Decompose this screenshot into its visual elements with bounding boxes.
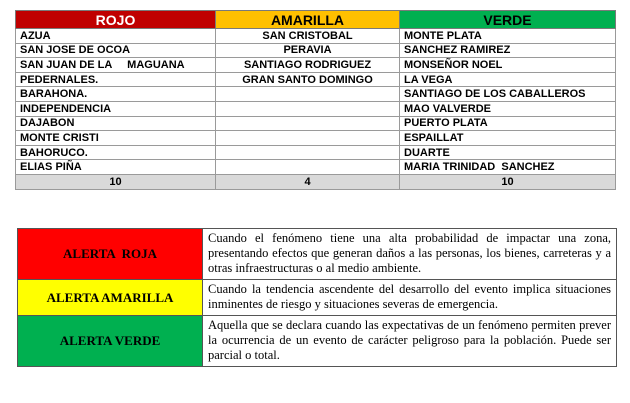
cell-rojo: BARAHONA. xyxy=(16,87,216,102)
cell-verde: SANCHEZ RAMIREZ xyxy=(400,43,616,58)
cell-verde: MARIA TRINIDAD SANCHEZ xyxy=(400,160,616,175)
cell-rojo: BAHORUCO. xyxy=(16,145,216,160)
province-table-header-row xyxy=(16,11,616,29)
table-row xyxy=(16,116,616,131)
cell-verde: ESPAILLAT xyxy=(400,131,616,146)
cell-amarilla: GRAN SANTO DOMINGO xyxy=(216,72,400,87)
alert-row-amarilla xyxy=(18,280,617,316)
table-row xyxy=(16,131,616,146)
alert-definitions-table xyxy=(17,228,617,367)
totals-row xyxy=(16,174,616,189)
table-row xyxy=(16,87,616,102)
cell-amarilla: SANTIAGO RODRIGUEZ xyxy=(216,58,400,73)
alert-description-verde: Aquella que se declara cuando las expectativas de un fenómeno permiten prever la ocurrencia de un evento de carácter peligroso para la población. Puede ser parcial o total. xyxy=(203,316,617,367)
table-row xyxy=(16,160,616,175)
cell-rojo: AZUA xyxy=(16,29,216,44)
table-row xyxy=(16,145,616,160)
header-verde: VERDE xyxy=(400,11,616,29)
table-row xyxy=(16,72,616,87)
cell-amarilla xyxy=(216,131,400,146)
cell-verde: SANTIAGO DE LOS CABALLEROS xyxy=(400,87,616,102)
alert-description-amarilla: Cuando la tendencia ascendente del desarrollo del evento implica situaciones inminentes de riesgo y situaciones severas de emergencia. xyxy=(203,280,617,316)
cell-verde: PUERTO PLATA xyxy=(400,116,616,131)
cell-amarilla xyxy=(216,101,400,116)
total-verde: 10 xyxy=(400,174,616,189)
cell-rojo: INDEPENDENCIA xyxy=(16,101,216,116)
cell-amarilla xyxy=(216,160,400,175)
cell-rojo: DAJABON xyxy=(16,116,216,131)
province-alert-table xyxy=(15,10,616,190)
cell-verde: LA VEGA xyxy=(400,72,616,87)
cell-amarilla xyxy=(216,145,400,160)
table-row xyxy=(16,58,616,73)
alert-row-verde xyxy=(18,316,617,367)
cell-amarilla: PERAVIA xyxy=(216,43,400,58)
alert-level-roja: ALERTA ROJA xyxy=(18,229,203,280)
table-row xyxy=(16,43,616,58)
cell-rojo: ELIAS PIÑA xyxy=(16,160,216,175)
cell-verde: MONTE PLATA xyxy=(400,29,616,44)
header-rojo: ROJO xyxy=(16,11,216,29)
cell-verde: MAO VALVERDE xyxy=(400,101,616,116)
cell-amarilla xyxy=(216,116,400,131)
total-amarilla: 4 xyxy=(216,174,400,189)
alert-level-verde: ALERTA VERDE xyxy=(18,316,203,367)
alert-row-roja xyxy=(18,229,617,280)
cell-verde: DUARTE xyxy=(400,145,616,160)
total-rojo: 10 xyxy=(16,174,216,189)
table-row xyxy=(16,101,616,116)
alert-description-roja: Cuando el fenómeno tiene una alta probabilidad de impactar una zona, presentando efectos que generan daños a las personas, los bienes, carreteras y a otras infraestructuras o al medio ambiente. xyxy=(203,229,617,280)
cell-amarilla: SAN CRISTOBAL xyxy=(216,29,400,44)
cell-rojo: MONTE CRISTI xyxy=(16,131,216,146)
cell-verde: MONSEÑOR NOEL xyxy=(400,58,616,73)
table-row xyxy=(16,29,616,44)
header-amarilla: AMARILLA xyxy=(216,11,400,29)
cell-rojo: SAN JOSE DE OCOA xyxy=(16,43,216,58)
cell-rojo: PEDERNALES. xyxy=(16,72,216,87)
cell-amarilla xyxy=(216,87,400,102)
alert-level-amarilla: ALERTA AMARILLA xyxy=(18,280,203,316)
cell-rojo: SAN JUAN DE LA MAGUANA xyxy=(16,58,216,73)
